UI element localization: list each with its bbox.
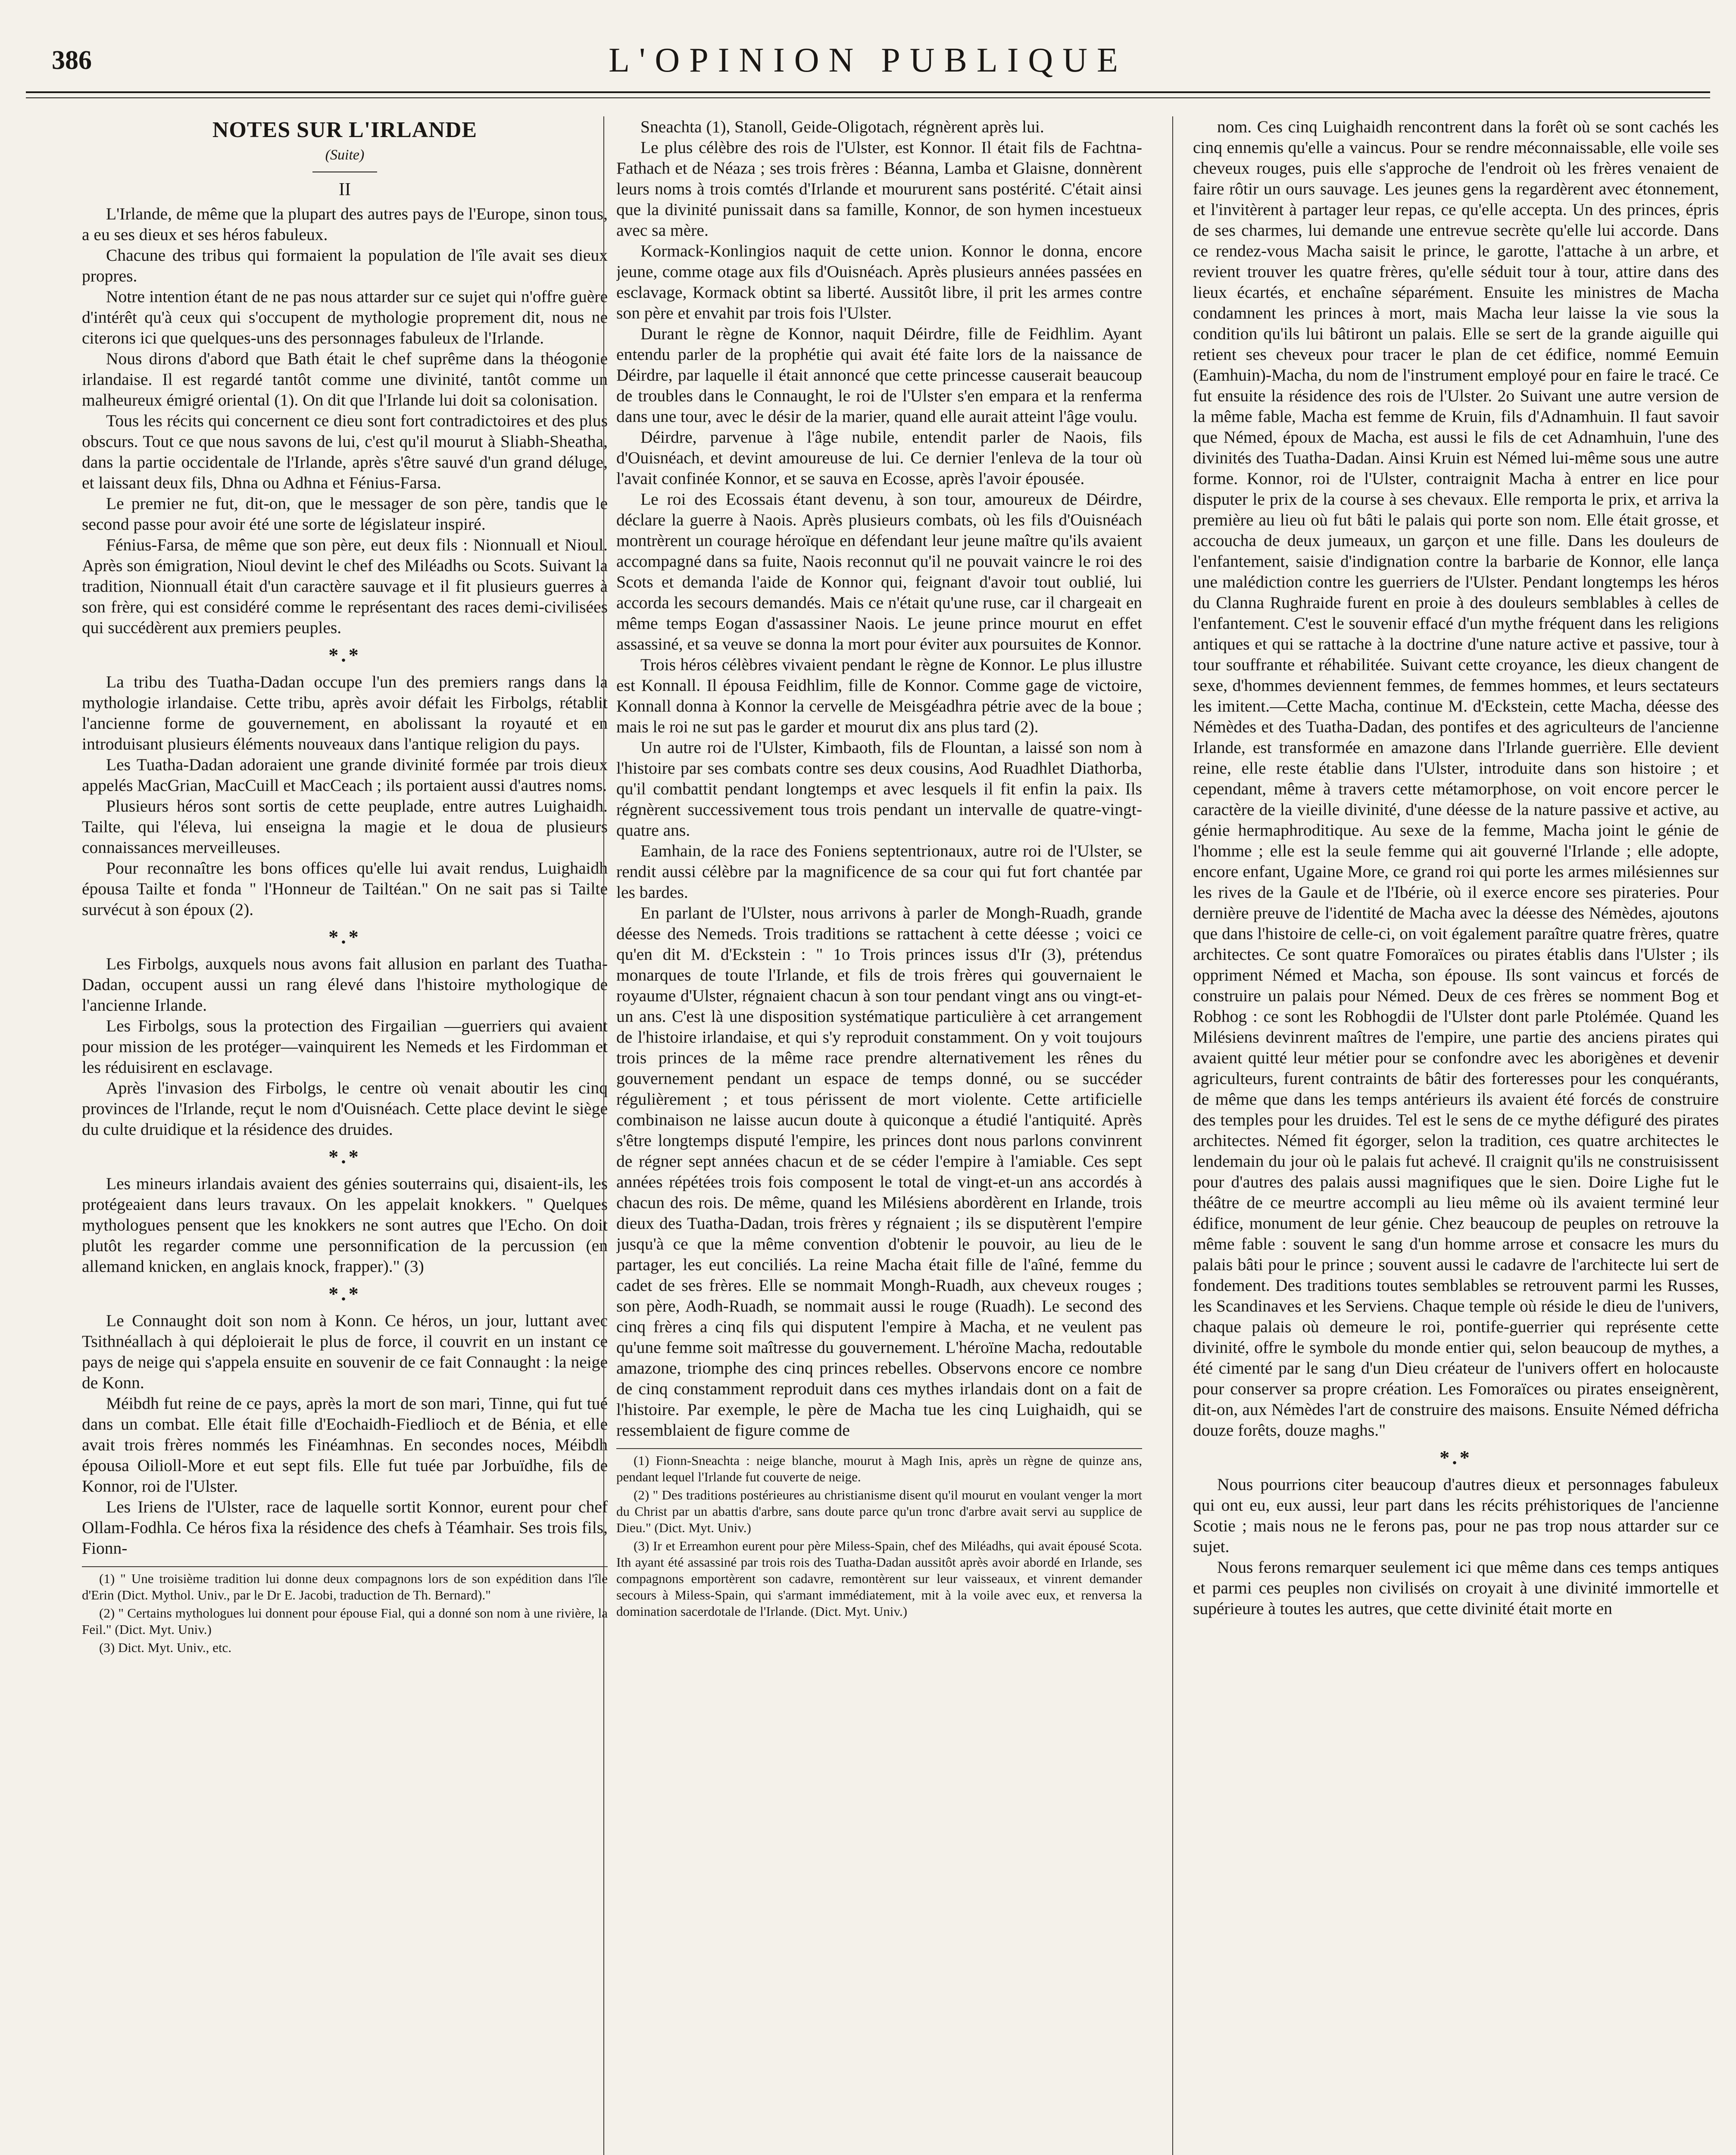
header-rule bbox=[26, 91, 1710, 93]
column-1 bbox=[82, 116, 608, 2155]
column-divider bbox=[1172, 116, 1173, 2155]
paragraph: Fénius-Farsa, de même que son père, eut deux fils : Nionnuall et Nioul. Après son émigration, Nioul devint le chef des Miléadhs ou Scots. Suivant la tradition, Nionnuall était d'un caractère sauvage et il fit plusieurs guerres à son frère, qui est considéré comme le représentant des races demi-civilisées qui succédèrent aux premiers peuples. bbox=[82, 535, 608, 637]
paragraph: Un autre roi de l'Ulster, Kimbaoth, fils de Flountan, a laissé son nom à l'histoire par ses combats contre ses deux cousins, Aod Ruadhlet Diathorba, qu'il combattit pendant longtemps et avec lesquels il fit enfin la paix. Ils régnèrent successivement tous trois pendant un intervalle de quatre-vingt-quatre ans. bbox=[616, 738, 1142, 840]
footnote: (2) " Certains mythologues lui donnent pour épouse Fial, qui a donné son nom à une rivière, la Feil." (Dict. Myt. Univ.) bbox=[82, 1605, 608, 1637]
footnote: (2) " Des traditions postérieures au christianisme disent qu'il mourut en voulant venger la mort du Christ par un abattis d'arbre, sans doute parce qu'un tronc d'arbre avait servi au supplice de Dieu." (Dict. Myt. Univ.) bbox=[616, 1487, 1142, 1535]
paragraph: Le Connaught doit son nom à Konn. Ce héros, un jour, luttant avec Tsithnéallach à qui déploierait le plus de force, il couvrit en un instant ce pays de neige qui s'appela ensuite en souvenir de ce fait Connaught : la neige de Konn. bbox=[82, 1311, 608, 1392]
paragraph: L'Irlande, de même que la plupart des autres pays de l'Europe, sinon tous, a eu ses dieux et ses héros fabuleux. bbox=[82, 204, 608, 244]
column-2-body bbox=[616, 116, 1142, 1440]
paragraph: Trois héros célèbres vivaient pendant le règne de Konnor. Le plus illustre est Konnall. Il épousa Feidhlim, fille de Konnor. Comme gage de victoire, Konnall donna à Konnor la cervelle de Meisgéadhra pétrie avec de la boue ; mais le roi ne sut pas le garder et mourut dix ans plus tard (2). bbox=[616, 655, 1142, 736]
paragraph: Méibdh fut reine de ce pays, après la mort de son mari, Tinne, qui fut tué dans un combat. Elle était fille d'Eochaidh-Fiedlioch et de Bénia, et elle avait trois frères nommés les Finéamhnas. En secondes noces, Méibdh épousa Oilioll-More et eut sept fils. Elle fut tuée par Jorbuïdhe, fils de Konnor, roi de l'Ulster. bbox=[82, 1394, 608, 1496]
article-subtitle: (Suite) bbox=[325, 147, 365, 163]
column-2-footnotes bbox=[616, 1448, 1142, 1620]
paragraph: En parlant de l'Ulster, nous arrivons à parler de Mongh-Ruadh, grande déesse des Nemeds. Trois traditions se rattachent à cette déesse ; voici ce qu'en dit M. d'Eckstein : " 1o Trois princes issus d'Ir (3), prétendus monarques de toute l'Irlande, et fils de trois frères qui gouvernaient le royaume d'Ulster, régnaient chacun à son tour pendant vingt ans ou vingt-et-un ans. C'est là une disposition systématique particulière à cet arrangement de l'histoire irlandaise, et qui s'y reproduit constamment. On y voit toujours trois princes de la même race prendre alternativement les rênes du gouvernement pendant un espace de temps donné, ou se succéder régulièrement ; et tous périssent de mort violente. Cette artificielle combinaison ne laisse aucun doute à quiconque a étudié l'antiquité. Après s'être longtemps disputé l'empire, les princes dont nous parlons convinrent de régner sept années chacun et de se céder l'empire à l'amiable. Ces sept années répétées trois fois composent le total de vingt-et-un ans accordés à chacun des rois. De même, quand les Milésiens abordèrent en Irlande, trois dieux des Tuatha-Dadan, trois frères y régnaient ; ils se disputèrent l'empire jusqu'à ce que la même convention d'obtenir le pouvoir, au lieu de le partager, les eut conciliés. La reine Macha était fille de l'aîné, femme du cadet de ses frères. Elle se nommait Mongh-Ruadh, aux cheveux rouges ; son père, Aodh-Ruadh, se nommait aussi le rouge (Ruadh). Le second des cinq frères a cinq fils qui disputent l'empire à Macha, et ne veulent pas qu'une femme soit maîtresse du gouvernement. L'héroïne Macha, redoutable amazone, triomphe des cinq princes rebelles. Observons encore ce nombre de cinq constamment reproduit dans ces mythes irlandais dont on a fait de l'histoire. Par exemple, le père de Macha tue les cinq Luighaidh, qui se ressemblaient de figure comme de bbox=[616, 903, 1142, 1440]
page-number: 386 bbox=[52, 46, 92, 75]
column-divider bbox=[603, 116, 604, 2155]
column-2 bbox=[616, 116, 1142, 2155]
paragraph: Les Firbolgs, auxquels nous avons fait allusion en parlant des Tuatha-Dadan, occupent aussi un rang élevé dans l'histoire mythologique de l'ancienne Irlande. bbox=[82, 954, 608, 1015]
header-rule-thin bbox=[26, 97, 1710, 98]
paragraph: nom. Ces cinq Luighaidh rencontrent dans la forêt où se sont cachés les cinq ennemis qu'elle a vaincus. Pour se rendre méconnaissable, elle voile ses cheveux rouges, puis elle s'approche de l'endroit où les frères venaient de faire rôtir un ours sauvage. Les jeunes gens la regardèrent avec étonnement, et l'invitèrent à partager leur repas, ce qu'elle accepta. Un des princes, épris de ses charmes, lui demande une entrevue secrète qu'elle lui accorde. Dans ce rendez-vous Macha saisit le prince, le garotte, l'attache à un arbre, et revient trouver les quatre frères, qu'elle séduit tour à tour, attire dans des lieux écartés, et enchaîne séparément. Ensuite les ministres de Macha condamnent les princes à mort, mais Macha leur laisse la vie sous la condition qu'ils lui bâtiront un palais. Elle se sert de la grande aiguille qui retient ses cheveux pour tracer le plan de cet édifice, nommé Eemuin (Eamhuin)-Macha, du nom de l'instrument employé pour en faire le tracé. Ce fut ensuite la résidence des rois de l'Ulster. 2o Suivant une autre version de la même fable, Macha est femme de Kruin, fils d'Adnamhuin. Il faut savoir que Némed, époux de Macha, est aussi le fils de cet Adnamhuin, l'une des divinités des Tuatha-Dadan. Ainsi Kruin est Némed lui-même sous une autre forme. Konnor, roi de l'Ulster, contraignit Macha à entrer en lice pour disputer le prix de la course à ses chevaux. Elle remporta le prix, et arriva la première au lieu où fut bâti le palais qui porte son nom. Elle était grosse, et accoucha de deux jumeaux, un garçon et une fille. Dans les douleurs de l'enfantement, saisie d'indignation contre la barbarie de Konnor, elle lança une malédiction contre les guerriers de l'Ulster. Pendant longtemps les héros du Clanna Rughraide furent en proie à des douleurs semblables à celles de l'enfantement. C'est le souvenir effacé d'un mythe fréquent dans les religions antiques et qui se rattache à la doctrine d'une nature active et passive, tour à tour souffrante et réhabilitée. Suivant cette croyance, les dieux changent de sexe, d'hommes deviennent femmes, de femmes hommes, et leurs sectateurs les imitent.—Cette Macha, continue M. d'Eckstein, cette Macha, déesse des Némèdes et des Tuatha-Dadan, des pontifes et des agriculteurs de l'ancienne Irlande, est transformée en amazone dans l'Irlande guerrière. Elle devient reine, elle reste établie dans l'Ulster, introduite dans son histoire ; et cependant, même à travers cette métamorphose, on voit encore percer le caractère de la vieille divinité, d'une déesse de la nature passive et active, au génie hermaphroditique. Au sexe de la femme, Macha joint le génie de l'homme ; elle est la seule femme qui ait gouverné l'Irlande ; elle adopte, encore enfant, Ugaine More, ce grand roi qui porte les armes milésiennes sur les rives de la Gaule et de l'Ibérie, où il exerce encore ses pirateries. Pour dernière preuve de l'identité de Macha avec la déesse des Némèdes, ajoutons que dans l'histoire de celle-ci, on voit également paraître quatre frères, quatre architectes. Ce sont quatre Fomoraïces ou pirates établis dans l'Ulster ; ils oppriment Némed et Macha, son épouse. Ils sont vaincus et forcés de construire un palais pour Némed. Deux de ces frères se nomment Bog et Robhog : ce sont les Robhogdii de l'Ulster dont parle Ptolémée. Quand les Milésiens devinrent maîtres de l'empire, une partie des anciens pirates qui avaient quitté leur métier pour se confondre avec les aborigènes et devenir agriculteurs, furent contraints de bâtir des forteresses pour les conquérants, de même que dans les temps antérieurs ils avaient été forcés de construire des temples pour les druides. Tel est le sens de ce mythe défiguré des pirates architectes. Némed fit égorger, selon la tradition, ces quatre architectes le lendemain du jour où le palais fut achevé. Il craignit qu'ils ne construisissent pour d'autres des palais aussi magnifiques que le sien. Doire Lighe fut le théâtre de ce meurtre accompli au lieu même où ils avaient terminé leur édifice, monument de leur génie. Chez beaucoup de peuples on retrouve la même fable : souvent le sang d'un homme arrose et consacre les murs du palais bâti pour le prince ; souvent aussi le cadavre de l'architecte lui sert de fondement. Des traditions toutes semblables se retrouvent parmi les Russes, les Scandinaves et les Serviens. Chaque temple où réside le dieu de l'univers, chaque palais où demeure le roi, pontife-guerrier qui représente cette divinité, offre le symbole du monde entier qui, selon beaucoup de mythes, a été cimenté par le sang d'un Dieu créateur de l'univers offert en holocauste pour conserver sa propre création. Les Fomoraïces ou pirates enseignèrent, dit-on, aux Némèdes l'art de construire des maisons. Ensuite Némed défricha douze forêts, douze maghs." bbox=[1193, 117, 1719, 1440]
paragraph: Kormack-Konlingios naquit de cette union. Konnor le donna, encore jeune, comme otage aux fils d'Ouisnéach. Après plusieurs années passées en esclavage, Kormack obtint sa liberté. Aussitôt libre, il prit les armes contre son père et envahit par trois fois l'Ulster. bbox=[616, 241, 1142, 322]
paragraph: Notre intention étant de ne pas nous attarder sur ce sujet qui n'offre guère d'intérêt qu'à ceux qui s'occupent de mythologie proprement dit, nous ne citerons ici que quelques-uns des personnages fabuleux de l'Irlande. bbox=[82, 287, 608, 347]
asterism: *.* bbox=[328, 926, 361, 948]
paragraph: Le plus célèbre des rois de l'Ulster, est Konnor. Il était fils de Fachtna-Fathach et de Néaza ; ses trois frères : Béanna, Lamba et Glaisne, donnèrent leurs noms à trois comtés d'Irlande et moururent sans postérité. C'était ainsi que la divinité punissait dans sa famille, Konnor, de son hymen incestueux avec sa mère. bbox=[616, 138, 1142, 240]
paragraph: Nous ferons remarquer seulement ici que même dans ces temps antiques et parmi ces peuples non civilisés on croyait à une divinité immortelle et supérieure à toutes les autres, que cette divinité était morte en bbox=[1193, 1558, 1719, 1618]
paragraph: Eamhain, de la race des Foniens septentrionaux, autre roi de l'Ulster, se rendit aussi célèbre par la magnificence de sa cour qui fut fort chantée par les bardes. bbox=[616, 841, 1142, 902]
footnote: (1) Fionn-Sneachta : neige blanche, mourut à Magh Inis, après un règne de quinze ans, pendant lequel l'Irlande fut couverte de neige. bbox=[616, 1453, 1142, 1484]
asterism: *.* bbox=[328, 1146, 361, 1168]
article-title: NOTES SUR L'IRLANDE bbox=[212, 118, 478, 142]
section-number: II bbox=[339, 180, 351, 200]
paragraph: Plusieurs héros sont sortis de cette peuplade, entre autres Luighaidh. Tailte, qui l'éleva, lui enseigna la magie et le doua de plusieurs connaissances merveilleuses. bbox=[82, 796, 608, 857]
paragraph: Chacune des tribus qui formaient la population de l'île avait ses dieux propres. bbox=[82, 246, 608, 285]
column-3-body bbox=[1193, 116, 1719, 1619]
paragraph: Pour reconnaître les bons offices qu'elle lui avait rendus, Luighaidh épousa Tailte et fonda " l'Honneur de Tailtéan." On ne sait pas si Tailte survécut à son époux (2). bbox=[82, 859, 608, 919]
paragraph: Le roi des Ecossais étant devenu, à son tour, amoureux de Déirdre, déclare la guerre à Naois. Après plusieurs combats, où les fils d'Ouisnéach montrèrent un courage héroïque en défendant leur jeune maître qu'ils avaient accompagné dans sa fuite, Naois reconnut qu'il ne pouvait vaincre le roi des Scots et demanda l'aide de Konnor qui, feignant d'avoir tout oublié, lui accorda les secours demandés. Mais ce n'était qu'une ruse, car il chargeait en même temps Eogan d'assassiner Naois. Le jeune prince mourut en effet assassiné, et sa veuve se donna la mort pour éviter aux poursuites de Konnor. bbox=[616, 490, 1142, 653]
paragraph: Tous les récits qui concernent ce dieu sont fort contradictoires et des plus obscurs. Tout ce que nous savons de lui, c'est qu'il mourut à Sliabh-Sheatha, dans la partie occidentale de l'Irlande, après s'être sauvé d'un grand déluge, et laissant deux fils, Dhna ou Adhna et Fénius-Farsa. bbox=[82, 411, 608, 492]
asterism: *.* bbox=[1439, 1446, 1472, 1468]
paragraph: Nous pourrions citer beaucoup d'autres dieux et personnages fabuleux qui ont eu, eux aussi, leur part dans les récits préhistoriques de l'ancienne Scotie ; mais nous ne le ferons pas, pour ne pas trop nous attarder sur ce sujet. bbox=[1193, 1475, 1719, 1556]
footnote: (3) Dict. Myt. Univ., etc. bbox=[99, 1640, 232, 1655]
paragraph: Les Firbolgs, sous la protection des Firgailian —guerriers qui avaient pour mission de les protéger—vainquirent les Nemeds et les Firdomman et les réduisirent en esclavage. bbox=[82, 1016, 608, 1077]
paragraph: Durant le règne de Konnor, naquit Déirdre, fille de Feidhlim. Ayant entendu parler de la prophétie qui avait été faite lors de la naissance de Déirdre, par laquelle il était annoncé que cette princesse causerait beaucoup de troubles dans le Connaught, le roi de l'Ulster s'en empara et la renferma dans une tour, avec le désir de la marier, quand elle aurait atteint l'âge voulu. bbox=[616, 324, 1142, 426]
footnote: (1) " Une troisième tradition lui donne deux compagnons lors de son expédition dans l'île d'Erin (Dict. Mythol. Univ., par le Dr E. Jacobi, traduction de Th. Bernard)." bbox=[82, 1571, 608, 1602]
paragraph: Les mineurs irlandais avaient des génies souterrains qui, disaient-ils, les protégeaient dans leurs travaux. On les appelait knokkers. " Quelques mythologues pensent que les knokkers ne sont autres que l'Echo. On doit plutôt les regarder comme une personnification de la percussion (en allemand knicken, en anglais knock, frapper)." (3) bbox=[82, 1174, 608, 1276]
paragraph: Les Tuatha-Dadan adoraient une grande divinité formée par trois dieux appelés MacGrian, MacCuill et MacCeach ; ils portaient aussi d'autres noms. bbox=[82, 755, 608, 795]
paragraph: La tribu des Tuatha-Dadan occupe l'un des premiers rangs dans la mythologie irlandaise. Cette tribu, après avoir défait les Firbolgs, rétablit l'ancienne forme de gouvernement, en abolissant la royauté et en introduisant plusieurs éléments nouveaux dans l'antique religion du pays. bbox=[82, 672, 608, 753]
paragraph: Le premier ne fut, dit-on, que le messager de son père, tandis que le second passe pour avoir été une sorte de législateur inspiré. bbox=[82, 494, 608, 534]
column-1-body bbox=[82, 203, 608, 1558]
footnote: (3) Ir et Erreamhon eurent pour père Miless-Spain, chef des Miléadhs, qui avait épousé Scota. Ith ayant été assassiné par trois rois des Tuatha-Dadan aussitôt après avoir abordé en Irlande, ses compagnons emportèrent son cadavre, remontèrent sur leur vaisseaux, et vinrent demander secours à Miless-Spain, qui s'armant immédiatement, mit à la voile avec eux, et renversa la domination sacerdotale de l'Irlande. (Dict. Myt. Univ.) bbox=[616, 1538, 1142, 1619]
asterism: *.* bbox=[328, 1283, 361, 1305]
page-header bbox=[26, 43, 1710, 91]
paragraph: Déirdre, parvenue à l'âge nubile, entendit parler de Naois, fils d'Ouisnéach, et devint amoureuse de lui. Ce dernier l'enleva de la tour où l'avait confinée Konnor, et se sauva en Ecosse, après l'avoir épousée. bbox=[616, 428, 1142, 488]
paragraph: Nous dirons d'abord que Bath était le chef suprême dans la théogonie irlandaise. Il est regardé tantôt comme une divinité, tantôt comme un malheureux émigré oriental (1). On dit que l'Irlande lui doit sa colonisation. bbox=[82, 349, 608, 409]
paragraph: Les Iriens de l'Ulster, race de laquelle sortit Konnor, eurent pour chef Ollam-Fodhla. Ce héros fixa la résidence des chefs à Téamhair. Ses trois fils, Fionn- bbox=[82, 1497, 608, 1558]
asterism: *.* bbox=[328, 644, 361, 666]
paragraph: Après l'invasion des Firbolgs, le centre où venait aboutir les cinq provinces de l'Irlande, reçut le nom d'Ouisnéach. Cette place devint le siège du culte druidique et la résidence des druides. bbox=[82, 1078, 608, 1139]
column-1-footnotes bbox=[82, 1566, 608, 1656]
masthead: L'OPINION PUBLIQUE bbox=[609, 41, 1127, 79]
paragraph: Sneachta (1), Stanoll, Geide-Oligotach, régnèrent après lui. bbox=[640, 117, 1044, 136]
column-3 bbox=[1193, 116, 1719, 2155]
